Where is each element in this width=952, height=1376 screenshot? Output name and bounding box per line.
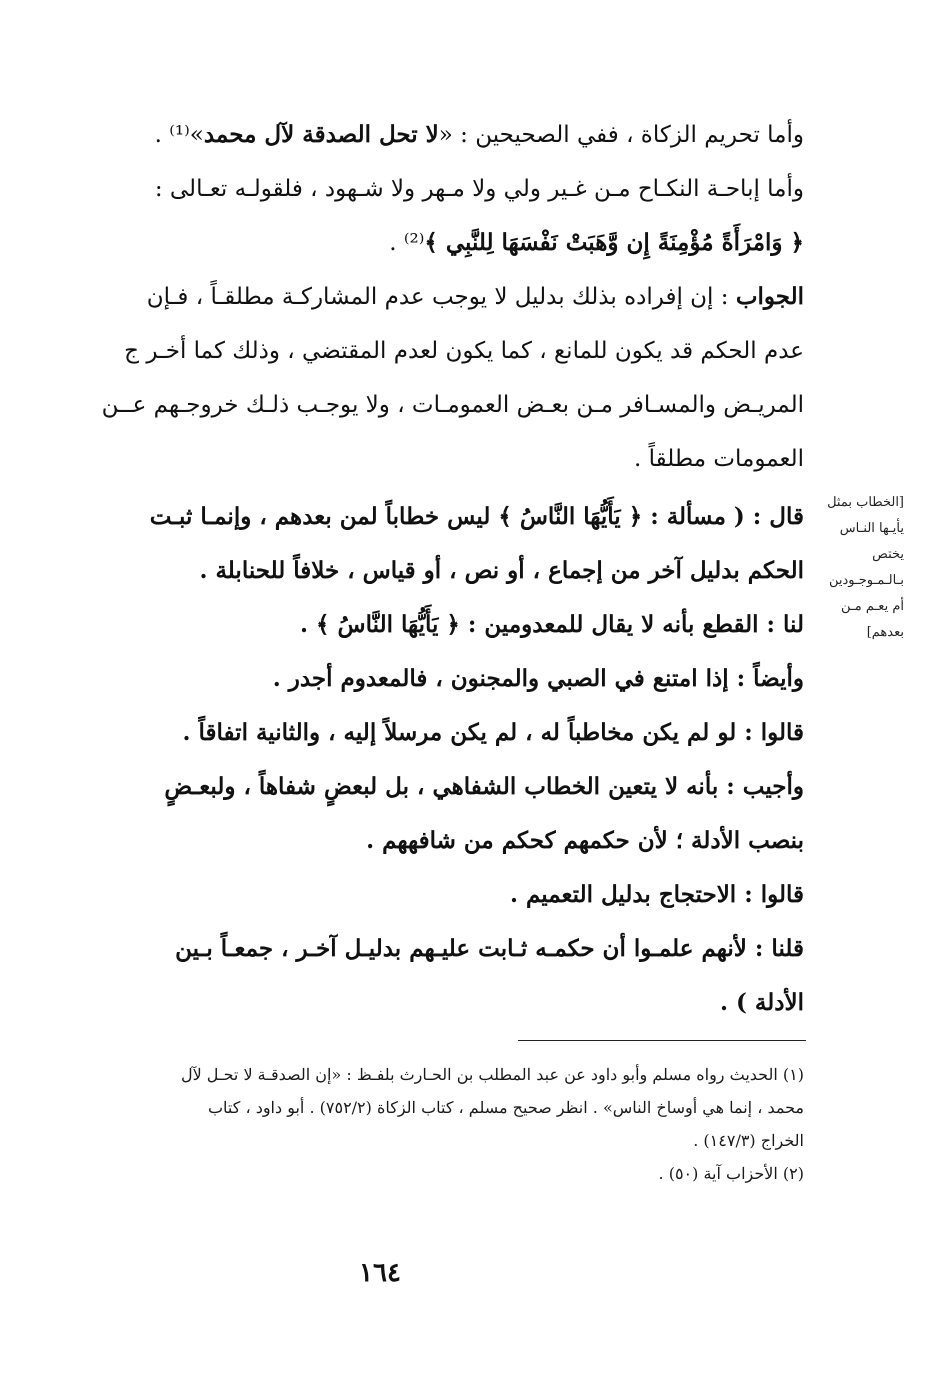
answer-heading: الجواب bbox=[735, 283, 804, 310]
quran-verse: ﴿ وَامْرَأَةً مُؤْمِنَةً إِن وَّهَبَتْ نَفْسَهَا لِلنَّبِي ﴾ bbox=[424, 229, 804, 256]
answer-line-2: عدم الحكم قد يكون للمانع ، كما يكون لعدم المقتضي ، وذلك كما أخـر ج bbox=[124, 338, 804, 364]
matn-line-4: وأيضاً : إذا امتنع في الصبي والمجنون ، فالمعدوم أجدر . bbox=[272, 665, 804, 692]
matn-line-1: قال : ( مسألة : ﴿ يَأَيُّهَا النَّاسُ ﴾ ليس خطاباً لمن بعدهم ، وإنمـا ثبـت bbox=[149, 503, 804, 530]
matn-line-6: وأجيب : بأنه لا يتعين الخطاب الشفاهي ، بل لبعضٍ شفاهاً ، ولبعـضٍ bbox=[164, 773, 804, 800]
matn-line-8: قالوا : الاحتجاج بدليل التعميم . bbox=[509, 881, 804, 908]
footnote-ref-1: »⁽¹⁾ . bbox=[154, 122, 204, 148]
zakat-intro-text: وأما تحريم الزكاة ، ففي الصحيحين : « bbox=[438, 122, 804, 148]
answer-line-4: العمومات مطلقاً . bbox=[633, 446, 804, 472]
footnote-1-line-2: محمد ، إنما هي أوساخ الناس» . انظر صحيح مسلم ، كتاب الزكاة (٧٥٢/٢) . أبو داود ، كتاب bbox=[207, 1098, 804, 1117]
footnote-divider bbox=[518, 1040, 806, 1041]
matn-line-3: لنا : القطع بأنه لا يقال للمعدومين : ﴿ يَأَيُّهَا النَّاسُ ﴾ . bbox=[300, 611, 804, 638]
footnote-ref-2: ⁽²⁾ . bbox=[389, 230, 425, 256]
matn-line-9: قلنا : لأنهم علمـوا أن حكمـه ثـابت عليـهم بدليـل آخـر ، جمعـاً بـين bbox=[175, 935, 804, 962]
margin-note-line: يختص bbox=[872, 547, 904, 562]
matn-line-10: الأدلة ) . bbox=[720, 989, 804, 1016]
main-text-block bbox=[44, 108, 804, 1030]
answer-line-3: المريـض والمسـافر مـن بعـض العمومـات ، ولا يوجـب ذلـك خروجـهم عــن bbox=[101, 392, 804, 418]
footnote-1-line-3: الخراج (١٤٧/٣) . bbox=[693, 1131, 804, 1150]
matn-block bbox=[44, 490, 804, 1030]
para-marriage-line-1: وأما إباحـة النكـاح مـن غـير ولي ولا مـهر ولا شـهود ، فلقولـه تعـالى : bbox=[154, 176, 804, 202]
answer-text-1: : إن إفراده بذلك بدليل لا يوجب عدم المشاركـة مطلقـاً ، فـإن bbox=[146, 284, 736, 310]
answer-line-1 bbox=[44, 270, 804, 324]
matn-line-7: بنصب الأدلة ؛ لأن حكمهم كحكم من شافههم . bbox=[366, 827, 804, 854]
page-number: ١٦٤ bbox=[359, 1258, 401, 1288]
footnotes bbox=[44, 1058, 804, 1190]
para-zakat-line bbox=[44, 108, 804, 162]
footnote-2-line-1: (٢) الأحزاب آية (٥٠) . bbox=[658, 1164, 804, 1183]
margin-note-line: بـالـمـوجـودين bbox=[828, 573, 904, 588]
hadith-quote: لا تحل الصدقة لآل محمد bbox=[203, 121, 439, 148]
margin-note bbox=[806, 490, 904, 646]
margin-note-line: بعدهم] bbox=[866, 625, 904, 640]
footnote-1-line-1: (١) الحديث رواه مسلم وأبو داود عن عبد المطلب بن الحـارث بلفـظ : «إن الصدقـة لا تحـل لآل bbox=[180, 1065, 804, 1084]
para-marriage-line-2 bbox=[44, 216, 804, 270]
matn-line-5: قالوا : لو لم يكن مخاطباً له ، لم يكن مرسلاً إليه ، والثانية اتفاقاً . bbox=[182, 719, 804, 746]
margin-note-line: يأيـها النـاس bbox=[839, 521, 904, 536]
margin-note-line: أم يعـم مـن bbox=[841, 599, 904, 614]
margin-note-line: [الخطاب بمثل bbox=[827, 495, 904, 510]
matn-line-2: الحكم بدليل آخر من إجماع ، أو نص ، أو قياس ، خلافاً للحنابلة . bbox=[199, 557, 804, 584]
